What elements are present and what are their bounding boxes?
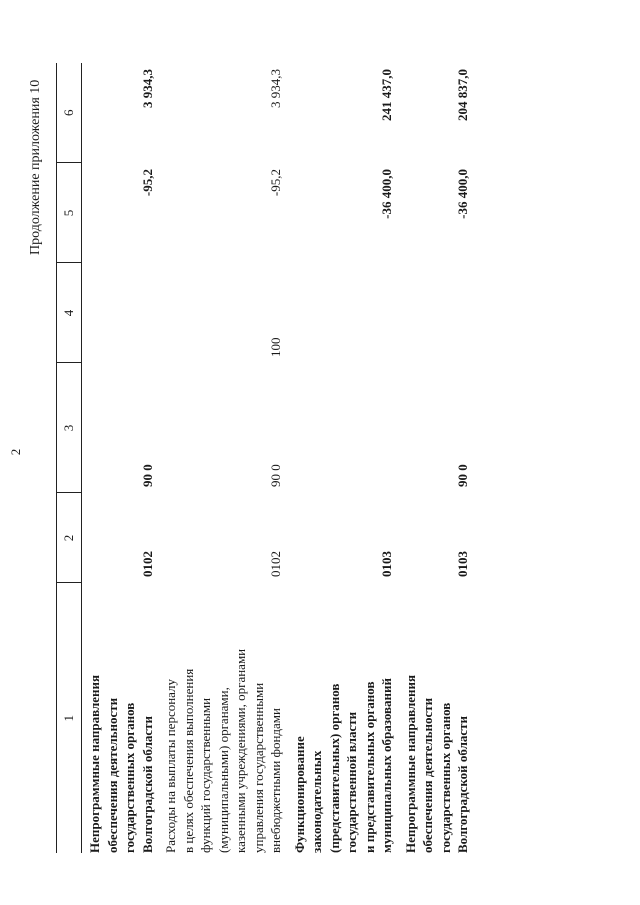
table-row — [158, 63, 287, 853]
col-header-5: 5 — [57, 163, 82, 263]
expense-kind — [82, 263, 159, 363]
col-header-6: 6 — [57, 63, 82, 163]
budget-code: 0102 — [139, 551, 155, 577]
table-row — [287, 63, 398, 853]
row-name-line: Функционирование — [291, 736, 307, 853]
expense-kind — [287, 263, 398, 363]
row-name-line: обеспечения деятельности — [104, 697, 120, 853]
row-name-line: (представительных) органов — [326, 683, 342, 853]
row-name-line: Непрограммные направления — [87, 674, 102, 853]
table-row — [82, 63, 159, 853]
expense-kind — [398, 263, 474, 363]
table-row — [398, 63, 474, 853]
expense-kind: 100 — [268, 337, 283, 357]
row-name-line: законодательных — [309, 750, 324, 853]
change-amount: -36 400,0 — [455, 169, 470, 219]
target-article: 90 0 — [455, 464, 470, 487]
row-name-line: функций государственными — [198, 697, 213, 853]
row-name-line: Непрограммные направления — [402, 674, 418, 853]
col-header-2: 2 — [57, 493, 82, 583]
total-amount: 3 934,3 — [139, 69, 155, 108]
row-name — [158, 583, 287, 853]
total-amount: 241 437,0 — [379, 69, 394, 121]
row-name — [398, 583, 474, 853]
change-amount: -95,2 — [268, 169, 283, 197]
change-amount: -36 400,0 — [379, 169, 394, 219]
change-amount: -95,2 — [139, 169, 155, 197]
budget-code: 0103 — [455, 551, 470, 577]
page-number: 2 — [8, 448, 23, 456]
row-name-line: внебюджетными фондами — [268, 708, 283, 853]
row-name-line: (муниципальными) органами, — [215, 687, 231, 853]
budget-code: 0103 — [379, 551, 394, 577]
row-name-line: управления государственными — [250, 682, 266, 853]
total-amount: 204 837,0 — [455, 69, 470, 121]
row-name-line: Расходы на выплаты персоналу — [163, 678, 178, 853]
row-name-line: Волгоградской области — [139, 715, 155, 853]
total-amount: 3 934,3 — [268, 69, 283, 108]
col-header-4: 4 — [57, 263, 82, 363]
appendix-continuation-label: Продолжение приложения 10 — [28, 79, 43, 255]
row-name-line: обеспечения деятельности — [420, 697, 435, 853]
target-article: 90 0 — [268, 464, 283, 487]
row-name-line: и представительных органов — [361, 681, 377, 853]
row-name — [287, 583, 398, 853]
row-name-line: муниципальных образований — [379, 677, 394, 853]
row-name-line: государственных органов — [437, 702, 453, 853]
target-article: 90 0 — [139, 464, 155, 487]
row-name-line: государственных органов — [122, 702, 137, 853]
row-name-line: Волгоградской области — [455, 715, 470, 853]
col-header-1: 1 — [57, 583, 82, 853]
budget-table — [56, 63, 474, 853]
table-header-row — [57, 63, 82, 853]
col-header-3: 3 — [57, 363, 82, 493]
row-name-line: в целях обеспечения выполнения — [180, 668, 196, 853]
target-article — [287, 363, 398, 493]
row-name — [82, 583, 159, 853]
row-name-line: казенными учреждениями, органами — [233, 648, 248, 853]
budget-code: 0102 — [268, 551, 283, 577]
row-name-line: государственной власти — [344, 711, 359, 853]
